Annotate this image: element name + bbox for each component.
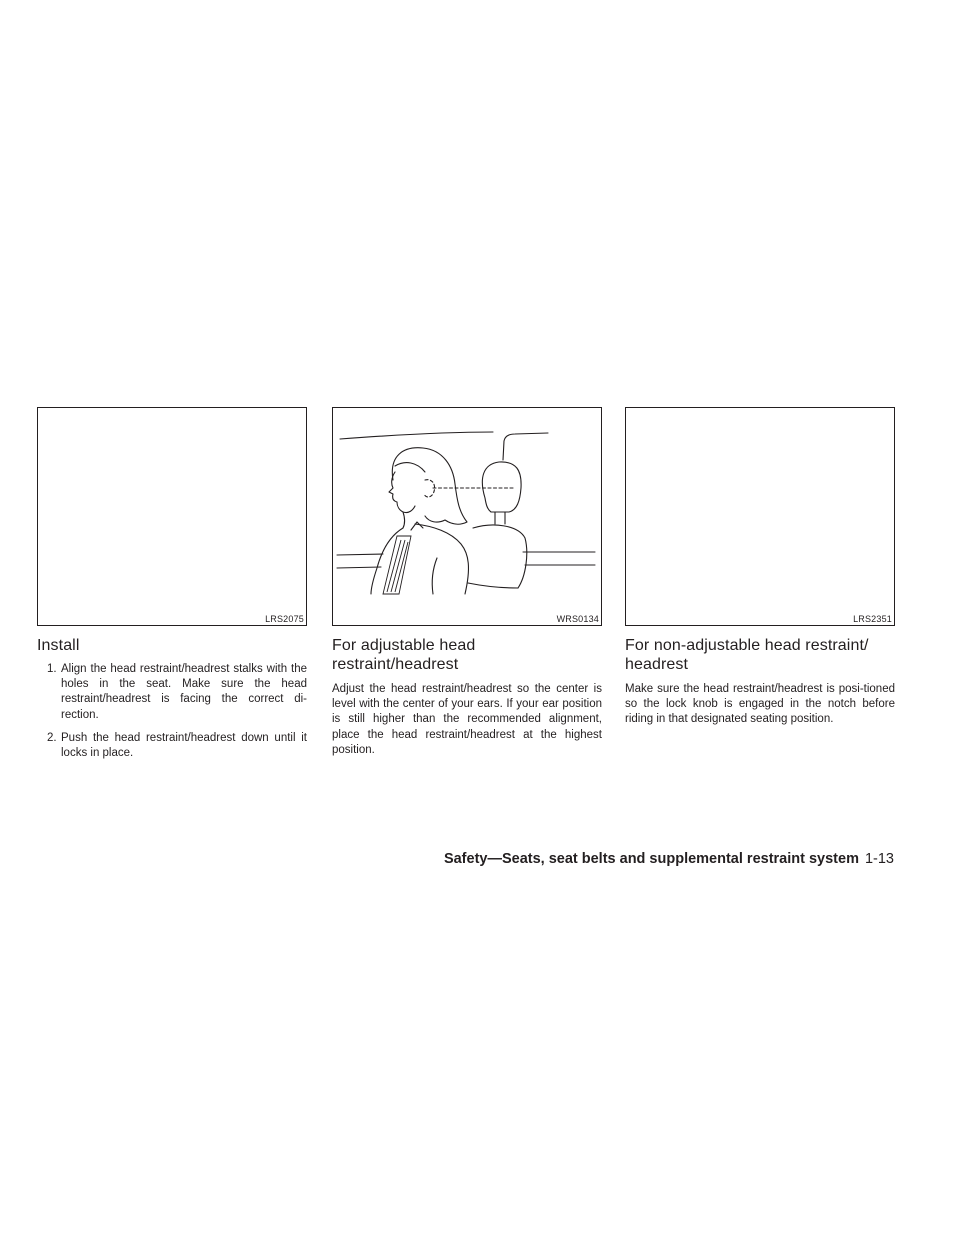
page-number: 1-13: [864, 851, 894, 867]
step-text: Align the head restraint/headrest stalks with the holes in the seat. Make sure the head restraint/headrest is facing the correct di-rection.: [61, 663, 307, 721]
column-install: [37, 407, 307, 769]
column-non-adjustable: [625, 407, 895, 728]
section-heading-install: Install: [37, 637, 80, 654]
list-item: [37, 662, 307, 723]
page-footer: [444, 850, 894, 868]
step-number: 2.: [47, 731, 57, 744]
footer-section-title: Safety—Seats, seat belts and supplemental restraint system: [443, 851, 859, 867]
figure-code: LRS2075: [265, 614, 304, 624]
figure-code: WRS0134: [556, 614, 599, 624]
step-text: Push the head restraint/headrest down until it locks in place.: [61, 731, 307, 760]
install-steps: [37, 662, 307, 761]
head-restraint-illustration: [333, 408, 601, 625]
section-heading-non-adjustable: For non-adjustable head restraint/ headrest: [625, 637, 869, 673]
paragraph-non-adjustable: Make sure the head restraint/headrest is posi-tioned so the lock knob is engaged in the notch before riding in that designated seating position.: [625, 683, 895, 726]
column-adjustable: [332, 407, 602, 758]
figure-non-adjustable: [625, 407, 895, 626]
step-number: 1.: [47, 663, 57, 675]
list-item: [37, 731, 307, 761]
paragraph-adjustable: Adjust the head restraint/headrest so the center is level with the center of your ears. If your ear position is still higher than the recommended alignment, place the head restraint/headrest at the highest position.: [332, 683, 602, 756]
figure-install: [37, 407, 307, 626]
figure-code: LRS2351: [853, 614, 892, 624]
section-heading-adjustable: For adjustable head restraint/headrest: [332, 637, 476, 673]
figure-adjustable-head-restraint: [332, 407, 602, 626]
